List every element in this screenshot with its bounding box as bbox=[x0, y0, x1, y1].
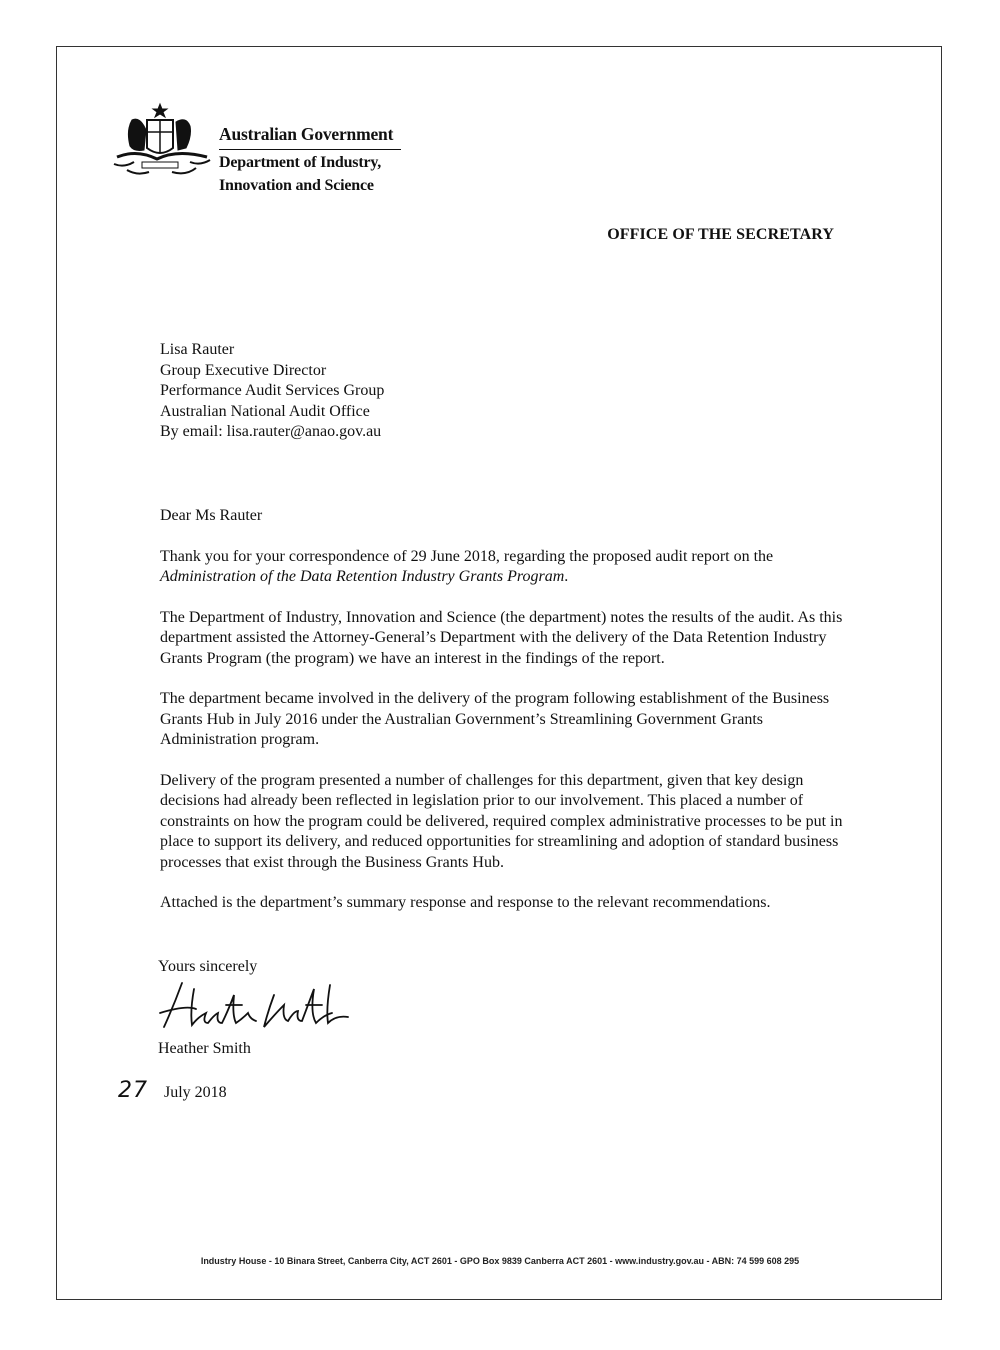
program-title: Administration of the Data Retention Industry Grants Program bbox=[160, 568, 565, 585]
paragraph-4: Delivery of the program presented a number of challenges for this department, given that key design decisions had already been reflected in legislation prior to our involvement. This placed a number of constraints on how the program could be delivered, required complex administrative processes to be put in place to support its delivery, and reduced opportunities for streamlining and adoption of standard business processes that exist through the Business Grants Hub. bbox=[160, 771, 843, 871]
paragraph-1-text: Thank you for your correspondence of 29 June 2018, regarding the proposed audit report on the bbox=[160, 547, 774, 565]
paragraph-5: Attached is the department’s summary response and response to the relevant recommendations. bbox=[160, 894, 771, 911]
handwritten-signature bbox=[156, 975, 366, 1035]
footer-address: Industry House - 10 Binara Street, Canberra City, ACT 2601 - GPO Box 9839 Canberra ACT 2601 - www.industry.gov.au - ABN: 74 599 608 295 bbox=[200, 1256, 800, 1266]
letter-date bbox=[118, 1078, 227, 1103]
recipient-organisation: Australian National Audit Office bbox=[160, 402, 370, 420]
paragraph-3: The department became involved in the delivery of the program following establishment of the Business Grants Hub in July 2016 under the Australian Government’s Streamlining Government Grants Administration program. bbox=[160, 690, 830, 748]
recipient-title: Group Executive Director bbox=[160, 361, 327, 379]
paragraph-1-end: . bbox=[564, 568, 569, 585]
signatory-name: Heather Smith bbox=[158, 1040, 251, 1057]
department-name-line2: Innovation and Science bbox=[219, 177, 374, 194]
handwritten-date-day: 27 bbox=[118, 1078, 148, 1103]
letter-body bbox=[160, 506, 860, 934]
recipient-name: Lisa Rauter bbox=[160, 341, 235, 358]
coat-of-arms-icon bbox=[112, 102, 212, 184]
department-name-line1: Department of Industry, bbox=[219, 154, 382, 171]
date-month-year: July 2018 bbox=[164, 1084, 227, 1101]
government-name: Australian Government bbox=[219, 124, 401, 150]
office-heading: OFFICE OF THE SECRETARY bbox=[607, 226, 834, 243]
paragraph-1 bbox=[160, 547, 860, 588]
salutation: Dear Ms Rauter bbox=[160, 507, 263, 524]
closing: Yours sincerely bbox=[158, 958, 258, 975]
recipient-group: Performance Audit Services Group bbox=[160, 382, 385, 399]
letterhead bbox=[219, 124, 401, 196]
recipient-address bbox=[160, 340, 384, 443]
recipient-email: By email: lisa.rauter@anao.gov.au bbox=[160, 423, 382, 440]
paragraph-2: The Department of Industry, Innovation and Science (the department) notes the results of the audit. As this department assisted the Attorney-General’s Department with the delivery of the Data Retention Industry Grants Program (the program) we have an interest in the findings of the report. bbox=[160, 608, 843, 667]
